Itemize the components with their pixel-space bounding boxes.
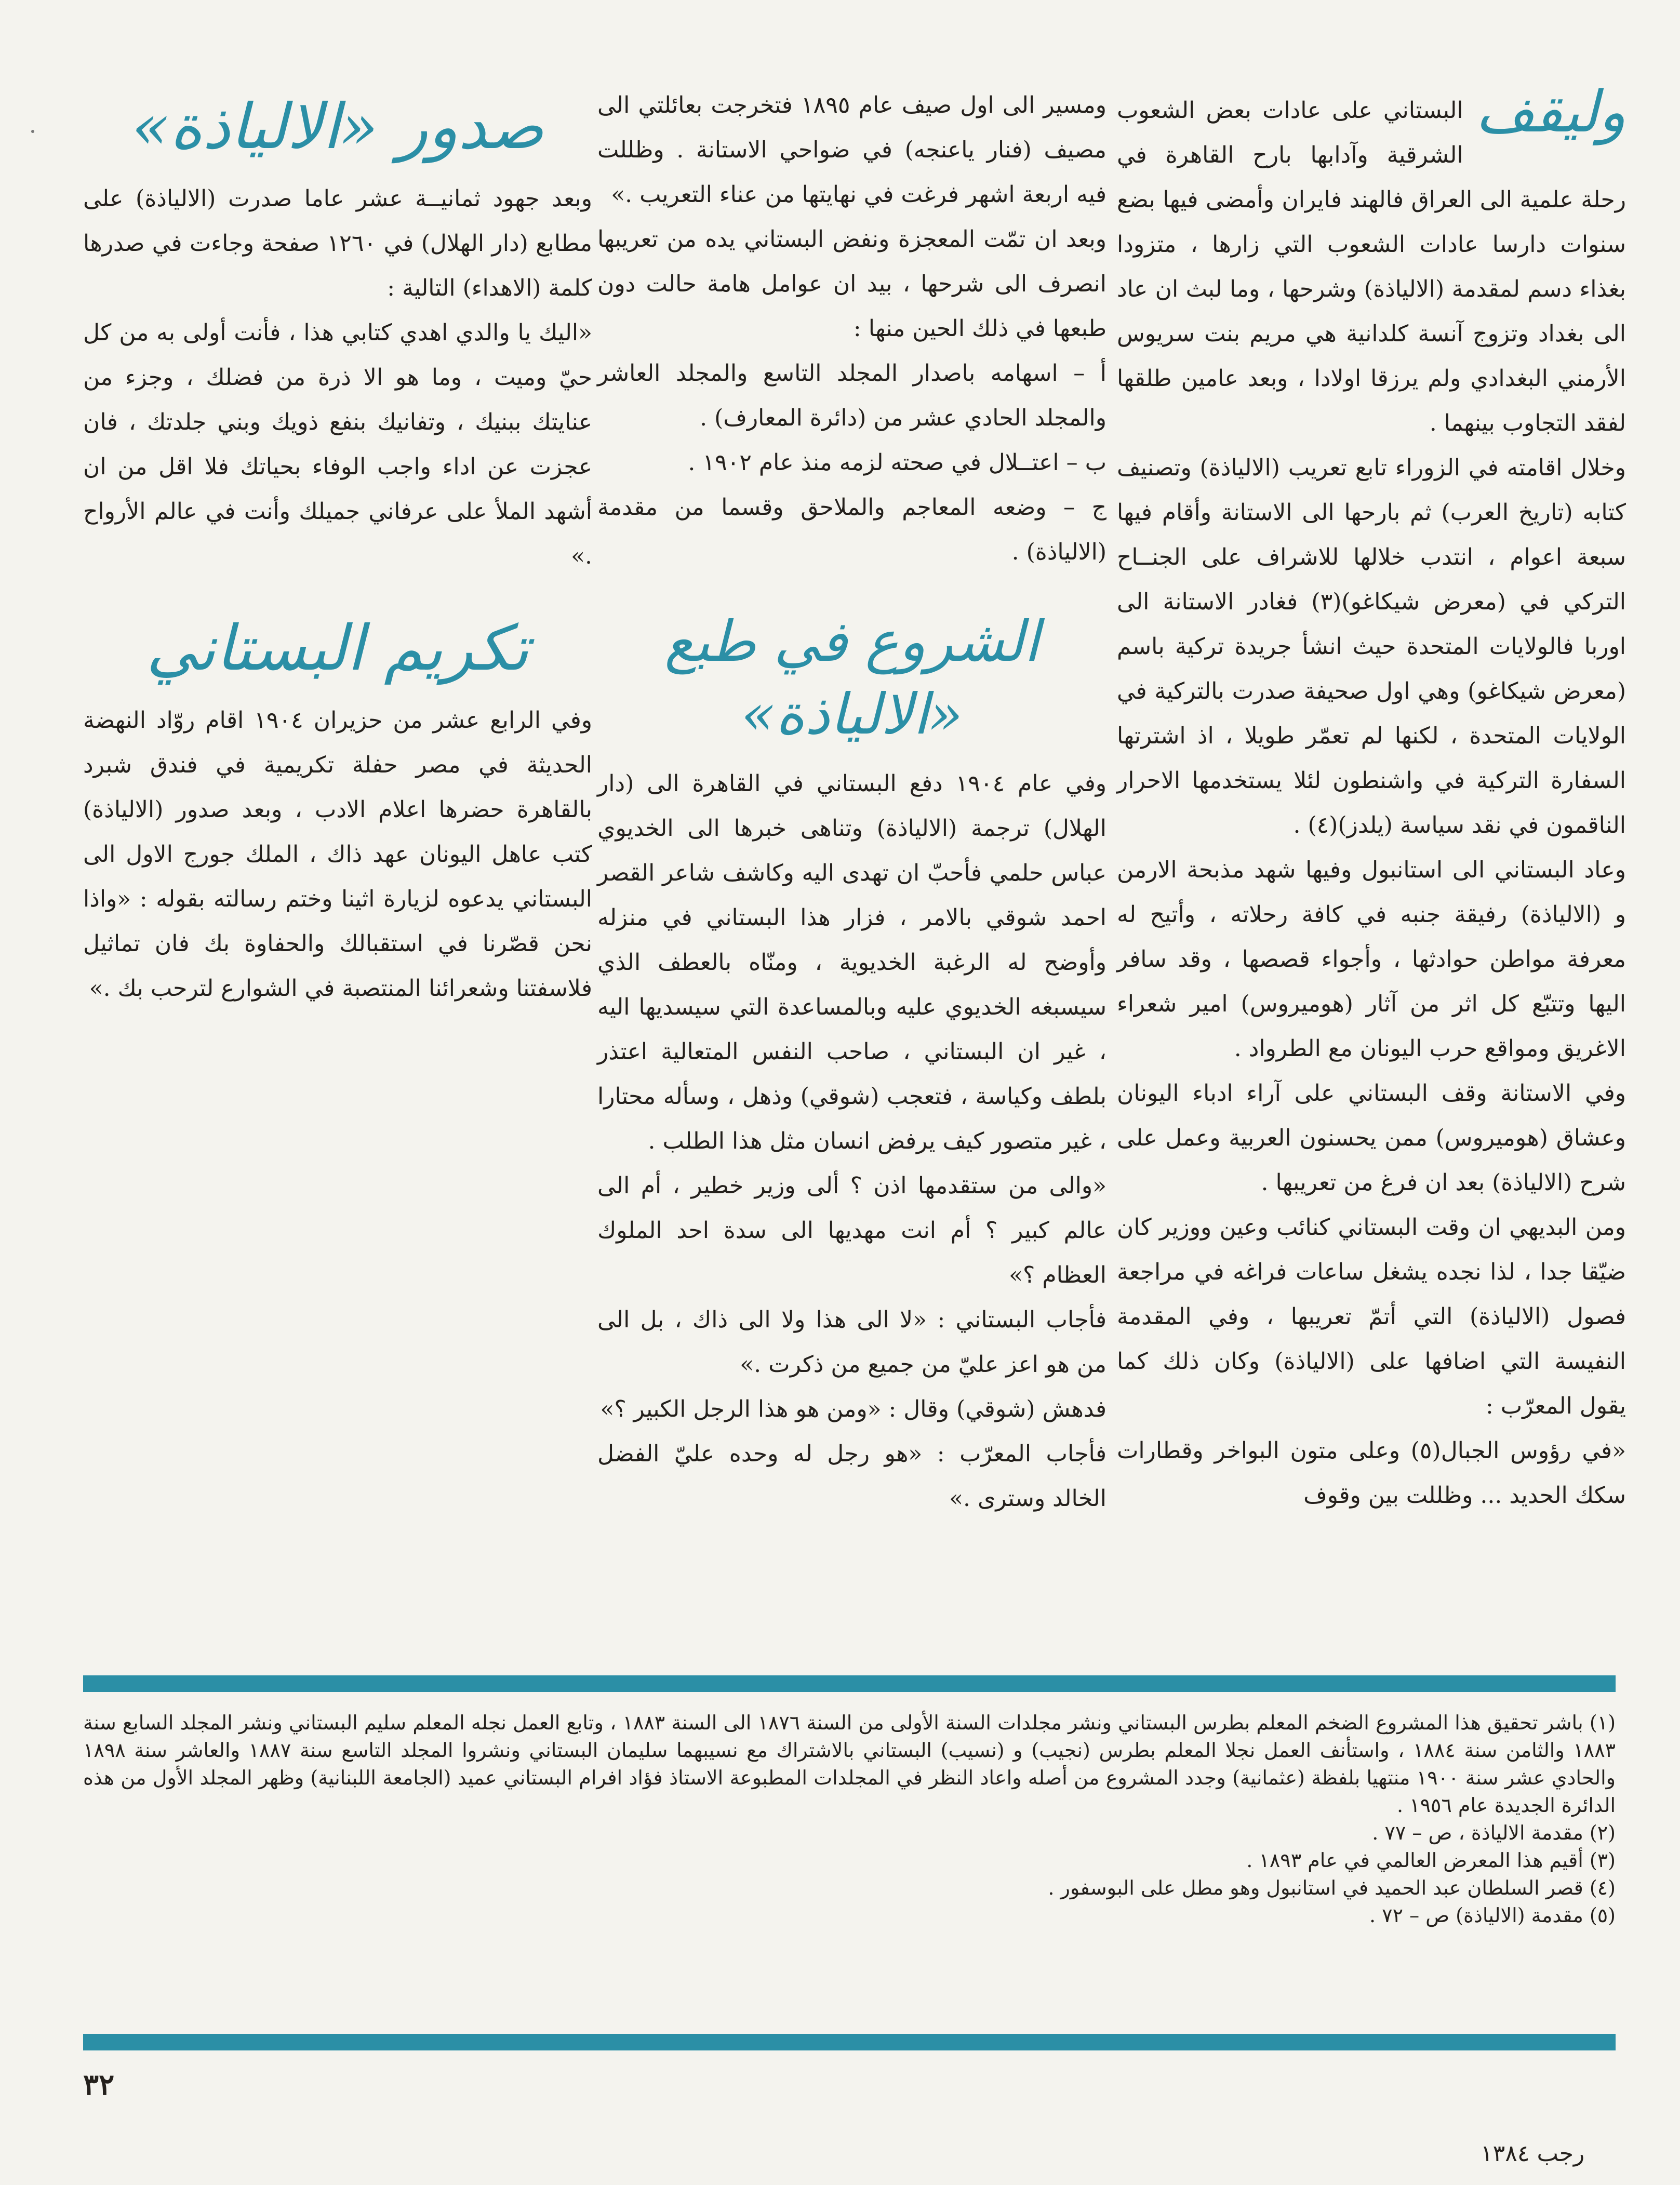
section-heading-publication: صدور «الالياذة» — [131, 91, 544, 163]
paragraph: وفي الرابع عشر من حزيران ١٩٠٤ اقام روّاد النهضة الحديثة في مصر حفلة تكريمية في فندق شبرد بالقاهرة حضرها اعلام الادب ، وبعد صدور (الالياذة) كتب عاهل اليونان عهد ذاك ، الملك جورج الاول الى البستاني يدعوه لزيارة اثينا وختم رسالته بقوله : «واذا نحن قصّرنا في استقبالك والحفاوة بك فان تماثيل فلاسفتنا وشعرائنا المنتصبة في الشوارع لترحب بك .» — [83, 707, 592, 1002]
list-item: ب – اعتــلال في صحته لزمه منذ عام ١٩٠٢ . — [688, 449, 1106, 476]
paragraph: فدهش (شوقي) وقال : «ومن هو هذا الرجل الكبير ؟» — [600, 1396, 1106, 1422]
footnote: (١) باشر تحقيق هذا المشروع الضخم المعلم بطرس البستاني ونشر مجلدات السنة الأولى من السنة ١٨٧٦ الى السنة ١٨٨٣ ، وتابع العمل نجله المعلم سليم البستاني ونشر المجلد السابع سنة ١٨٨٣ والثامن سنة ١٨٨٤ ، واستأنف العمل نجلا المعلم بطرس (نجيب) و (نسيب) البستاني بالاشتراك مع نسيبهما سليمان البستاني ونشروا المجلد التاسع سنة ١٨٨٧ والعاشر سنة ١٨٩٨ والحادي عشر سنة ١٩٠٠ منتهيا بلفظة (عثمانية) وجدد المشروع من أصله واعاد النظر في المجلدات المطبوعة الاستاذ فؤاد افرام البستاني عميد (الجامعة اللبنانية) وظهر المجلد الأول من هذه الدائرة الجديدة عام ١٩٥٦ . — [83, 1711, 1616, 1817]
paragraph: وبعد جهود ثمانيــة عشر عاما صدرت (الالياذة) على مطابع (دار الهلال) في ١٢٦٠ صفحة وجاءت في صدرها كلمة (الاهداء) التالية : — [83, 185, 592, 301]
divider-rule-bottom — [83, 2034, 1616, 2050]
margin-mark — [31, 130, 34, 133]
footnote: (٥) مقدمة (الالياذة) ص – ٧٢ . — [1369, 1904, 1616, 1927]
issue-date: رجب ١٣٨٤ — [1481, 2140, 1585, 2167]
footnotes — [83, 1709, 1616, 1929]
paragraph: ومسير الى اول صيف عام ١٨٩٥ فتخرجت بعائلتي الى مصيف (فنار ياعنجه) في ضواحي الاستانة . وظللت فيه اربعة اشهر فرغت في نهايتها من عناء التعريب .» — [597, 92, 1106, 208]
list-item: أ – اسهامه باصدار المجلد التاسع والمجلد العاشر والمجلد الحادي عشر من (دائرة المعارف) . — [597, 360, 1106, 431]
paragraph: «اليك يا والدي اهدي كتابي هذا ، فأنت أولى به من كل حيّ وميت ، وما هو الا ذرة من فضلك ، وجزء من عنايتك ببنيك ، وتفانيك بنفع ذويك وبني جلدتك ، فان عجزت عن اداء واجب الوفاء بحياتك فلا اقل من ان أشهد الملأ على عرفاني جميلك وأنت في عالم الأرواح .» — [83, 319, 592, 569]
paragraph: البستاني على عادات بعض الشعوب الشرقية وآدابها بارح القاهرة في رحلة علمية الى العراق فالهند فايران وأمضى فيها بضع سنوات دارسا عادات الشعوب التي زارها ، متزودا بغذاء دسم لمقدمة (الالياذة) وشرحها ، وما لبث ان عاد الى بغداد وتزوج آنسة كلدانية هي مريم بنت سريوس الأرمني البغدادي ولم يرزقا اولادا ، وبعد عامين طلقها لفقد التجاوب بينهما . — [1117, 97, 1626, 436]
column-left — [83, 83, 592, 1011]
section-heading-printing: الشروع في طبع «الالياذة» — [664, 609, 1039, 747]
section-heading-honoring: تكريم البستاني — [146, 612, 529, 685]
paragraph: وفي عام ١٩٠٤ دفع البستاني في القاهرة الى (دار الهلال) ترجمة (الالياذة) وتناهى خبرها الى الخديوي عباس حلمي فأحبّ ان تهدى اليه وكاشف شاعر القصر احمد شوقي بالامر ، فزار هذا البستاني في منزله وأوضح له الرغبة الخديوية ، ومنّاه بالعطف الذي سيسبغه الخديوي عليه وبالمساعدة التي سيسديها اليه ، غير ان البستاني ، صاحب النفس المتعالية اعتذر بلطف وكياسة ، فتعجب (شوقي) وذهل ، وسأله محتارا ، غير متصور كيف يرفض انسان مثل هذا الطلب . — [597, 770, 1106, 1154]
paragraph: «في رؤوس الجبال(٥) وعلى متون البواخر وقطارات سكك الحديد ... وظللت بين وقوف — [1117, 1437, 1626, 1509]
column-right — [1117, 78, 1626, 1518]
paragraph: وعاد البستاني الى استانبول وفيها شهد مذبحة الارمن و (الالياذة) رفيقة جنبه في كافة رحلاته ، وأتيح له معرفة مواطن حوادثها ، وأجواء قصصها ، وقد سافر اليها وتتبّع كل اثر من آثار (هوميروس) امير شعراء الاغريق ومواقع حرب اليونان مع الطرواد . — [1117, 857, 1626, 1062]
page-number: ٣٢ — [83, 2068, 115, 2102]
footnote: (٢) مقدمة الالياذة ، ص – ٧٧ . — [1372, 1821, 1616, 1844]
paragraph: «والى من ستقدمها اذن ؟ ألى وزير خطير ، أم الى عالم كبير ؟ أم انت مهديها الى سدة احد الملوك العظام ؟» — [597, 1173, 1106, 1288]
paragraph: فأجاب المعرّب : «هو رجل له وحده عليّ الفضل الخالد وسترى .» — [597, 1441, 1106, 1512]
list-item: ج – وضعه المعاجم والملاحق وقسما من مقدمة (الالياذة) . — [597, 494, 1106, 565]
paragraph: ومن البديهي ان وقت البستاني كنائب وعين ووزير كان ضيّقا جدا ، لذا نجده يشغل ساعات فراغه في مراجعة فصول (الالياذة) التي أتمّ تعريبها ، وفي المقدمة النفيسة التي اضافها على (الالياذة) وكان ذلك كما يقول المعرّب : — [1117, 1214, 1626, 1419]
dropcap-word: وليقف — [1475, 78, 1626, 145]
paragraph: وبعد ان تمّت المعجزة ونفض البستاني يده من تعريبها انصرف الى شرحها ، بيد ان عوامل هامة حالت دون طبعها في ذلك الحين منها : — [597, 226, 1106, 342]
paragraph: وفي الاستانة وقف البستاني على آراء ادباء اليونان وعشاق (هوميروس) ممن يحسنون العربية وعمل على شرح (الالياذة) بعد ان فرغ من تعريبها . — [1117, 1080, 1626, 1196]
column-middle — [597, 83, 1106, 1521]
paragraph: فأجاب البستاني : «لا الى هذا ولا الى ذاك ، بل الى من هو اعز عليّ من جميع من ذكرت .» — [597, 1307, 1106, 1378]
footnote: (٤) قصر السلطان عبد الحميد في استانبول وهو مطل على البوسفور . — [1048, 1876, 1616, 1899]
footnote: (٣) أقيم هذا المعرض العالمي في عام ١٨٩٣ . — [1246, 1849, 1616, 1872]
paragraph: وخلال اقامته في الزوراء تابع تعريب (الالياذة) وتصنيف كتابه (تاريخ العرب) ثم بارحها الى الاستانة وأقام فيها سبعة اعوام ، انتدب خلالها للاشراف على الجنــاح التركي في (معرض شيكاغو)(٣) فغادر الاستانة الى اوربا فالولايات المتحدة حيث انشأ جريدة تركية باسم (معرض شيكاغو) وهي اول صحيفة صدرت بالتركية في الولايات المتحدة ، لكنها لم تعمّر طويلا ، اذ اشترتها السفارة التركية في واشنطون لئلا يستخدمها الاحرار الناقمون في نقد سياسة (يلدز)(٤) . — [1117, 455, 1626, 838]
divider-rule-top — [83, 1675, 1616, 1692]
